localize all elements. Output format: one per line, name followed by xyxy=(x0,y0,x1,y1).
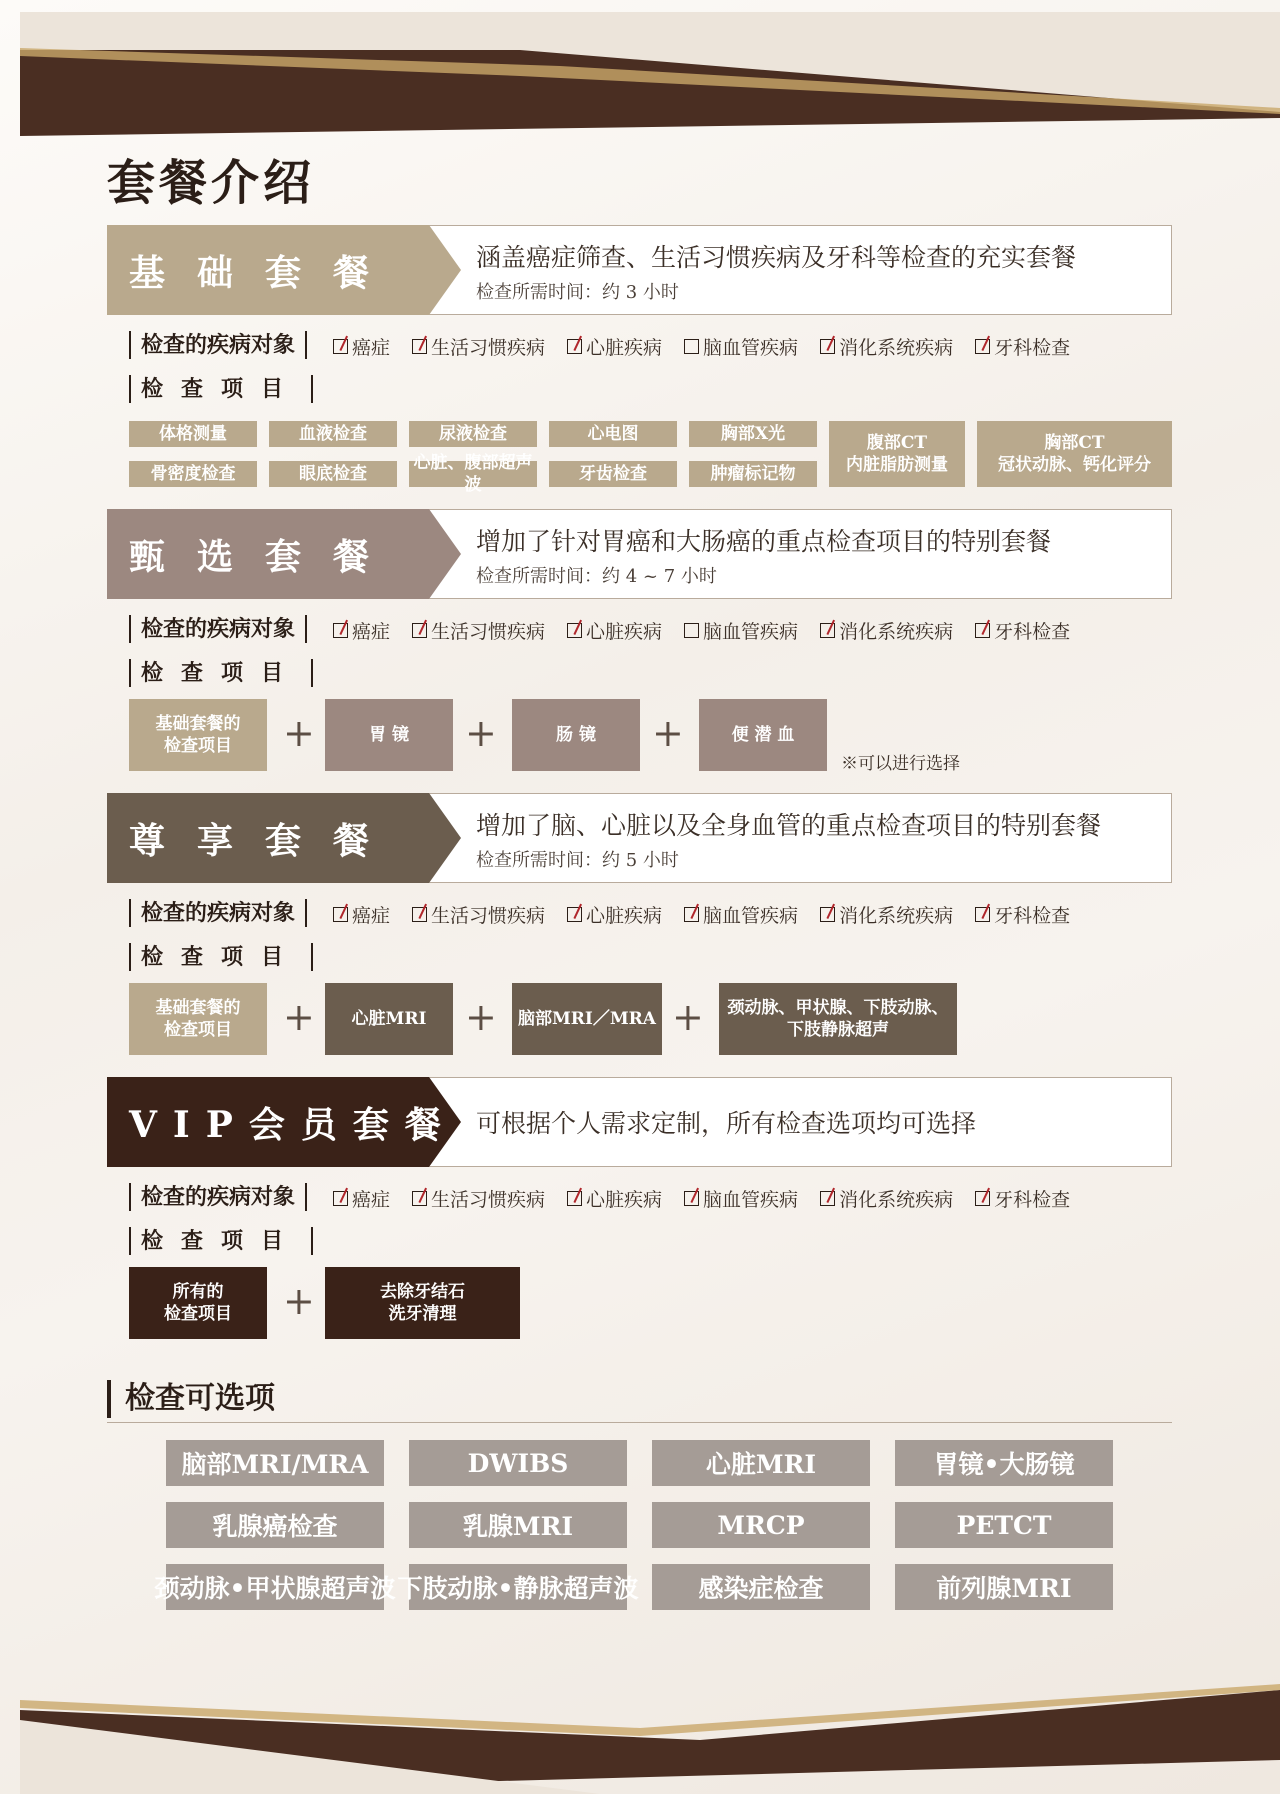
disease-item: 癌症 xyxy=(333,901,390,928)
disease-item: 牙科检查 xyxy=(975,901,1070,928)
empty-box-icon xyxy=(684,339,699,354)
disease-item: 生活习惯疾病 xyxy=(412,1185,545,1212)
plus-icon: + xyxy=(283,995,315,1039)
disease-list xyxy=(333,1185,1092,1212)
disease-row xyxy=(107,893,1172,933)
items-label-row xyxy=(107,937,1172,977)
disease-item: 消化系统疾病 xyxy=(820,1185,953,1212)
option-item: 感染症检查 xyxy=(652,1564,870,1610)
option-item: 下肢动脉•静脉超声波 xyxy=(409,1564,627,1610)
checked-box-icon xyxy=(975,1191,990,1206)
checked-box-icon xyxy=(412,339,427,354)
package-name: 尊享套餐 xyxy=(129,819,402,862)
empty-box-icon xyxy=(684,623,699,638)
diseases-label: 检查的疾病对象 xyxy=(129,899,307,927)
items-label-row xyxy=(107,653,1172,693)
package-section xyxy=(107,225,1172,497)
package-banner xyxy=(107,1077,1172,1167)
exam-item-chip: 颈动脉、甲状腺、下肢动脉、 下肢静脉超声 xyxy=(719,983,957,1055)
top-decoration xyxy=(0,0,1280,140)
exam-item-chip: 眼底检查 xyxy=(269,461,397,487)
disease-item: 牙科检查 xyxy=(975,333,1070,360)
exam-item-chip: 肠 镜 xyxy=(512,699,640,771)
package-banner xyxy=(107,793,1172,883)
checked-box-icon xyxy=(567,339,582,354)
disease-item: 脑血管疾病 xyxy=(684,617,798,644)
exam-item-chip: 胃 镜 xyxy=(325,699,453,771)
exam-item-chip: 血液检查 xyxy=(269,421,397,447)
diseases-label: 检查的疾病对象 xyxy=(129,615,307,643)
option-item: DWIBS xyxy=(409,1440,627,1486)
package-name: 基础套餐 xyxy=(129,251,402,294)
disease-item: 消化系统疾病 xyxy=(820,901,953,928)
items-label-row xyxy=(107,369,1172,409)
exam-item-chip: 腹部CT 内脏脂肪测量 xyxy=(829,421,965,487)
package-section xyxy=(107,793,1172,1059)
plus-icon: + xyxy=(465,711,497,755)
option-item: 心脏MRI xyxy=(652,1440,870,1486)
disease-item: 心脏疾病 xyxy=(567,617,662,644)
package-section xyxy=(107,1077,1172,1343)
checked-box-icon xyxy=(820,339,835,354)
disease-list xyxy=(333,333,1092,360)
exam-item-chip: 体格测量 xyxy=(129,421,257,447)
items-area xyxy=(107,415,1172,497)
checked-box-icon xyxy=(567,907,582,922)
disease-item: 癌症 xyxy=(333,617,390,644)
exam-item-chip: 胸部CT 冠状动脉、钙化评分 xyxy=(977,421,1172,487)
exam-item-chip: 胸部X光 xyxy=(689,421,817,447)
package-section xyxy=(107,509,1172,775)
checked-box-icon xyxy=(820,623,835,638)
exam-item-chip: 肿瘤标记物 xyxy=(689,461,817,487)
checked-box-icon xyxy=(684,1191,699,1206)
exam-item-chip: 心电图 xyxy=(549,421,677,447)
disease-item: 癌症 xyxy=(333,1185,390,1212)
disease-item: 脑血管疾病 xyxy=(684,1185,798,1212)
diseases-label: 检查的疾病对象 xyxy=(129,331,307,359)
package-description: 增加了针对胃癌和大肠癌的重点检查项目的特别套餐 xyxy=(476,527,1052,556)
package-duration: 检查所需时间：约 5 小时 xyxy=(476,850,679,871)
plus-icon: + xyxy=(283,711,315,755)
package-banner xyxy=(107,225,1172,315)
checked-box-icon xyxy=(412,907,427,922)
exam-item-chip: 牙齿检查 xyxy=(549,461,677,487)
option-item: 胃镜•大肠镜 xyxy=(895,1440,1113,1486)
disease-item: 生活习惯疾病 xyxy=(412,333,545,360)
package-name: VIP会员套餐 xyxy=(129,1103,457,1146)
exam-item-chip: 心脏、腹部超声波 xyxy=(409,461,537,487)
options-title: 检查可选项 xyxy=(107,1380,275,1418)
disease-item: 消化系统疾病 xyxy=(820,333,953,360)
items-label: 检查项目 xyxy=(129,943,313,971)
options-header xyxy=(107,1374,1172,1423)
disease-item: 生活习惯疾病 xyxy=(412,617,545,644)
disease-list xyxy=(333,617,1092,644)
package-duration: 检查所需时间：约 4 ~ 7 小时 xyxy=(476,566,717,587)
checked-box-icon xyxy=(333,1191,348,1206)
disease-item: 牙科检查 xyxy=(975,1185,1070,1212)
plus-icon: + xyxy=(652,711,684,755)
plus-icon: + xyxy=(283,1279,315,1323)
checked-box-icon xyxy=(567,623,582,638)
plus-icon: + xyxy=(465,995,497,1039)
exam-item-chip: 心脏MRI xyxy=(325,983,453,1055)
checked-box-icon xyxy=(684,907,699,922)
disease-list xyxy=(333,901,1092,928)
checked-box-icon xyxy=(567,1191,582,1206)
items-area xyxy=(107,1267,1172,1343)
disease-item: 心脏疾病 xyxy=(567,901,662,928)
option-item: PETCT xyxy=(895,1502,1113,1548)
disease-item: 心脏疾病 xyxy=(567,1185,662,1212)
checked-box-icon xyxy=(820,907,835,922)
items-area xyxy=(107,699,1172,775)
items-label: 检查项目 xyxy=(129,1227,313,1255)
exam-item-chip: 基础套餐的 检查项目 xyxy=(129,983,267,1055)
checked-box-icon xyxy=(412,623,427,638)
disease-item: 牙科检查 xyxy=(975,617,1070,644)
package-description: 增加了脑、心脏以及全身血管的重点检查项目的特别套餐 xyxy=(476,811,1102,840)
exam-item-chip: 便 潜 血 xyxy=(699,699,827,771)
option-item: 脑部MRI/MRA xyxy=(166,1440,384,1486)
disease-item: 消化系统疾病 xyxy=(820,617,953,644)
items-label: 检查项目 xyxy=(129,659,313,687)
option-item: 乳腺癌检查 xyxy=(166,1502,384,1548)
checked-box-icon xyxy=(820,1191,835,1206)
disease-item: 脑血管疾病 xyxy=(684,901,798,928)
disease-item: 癌症 xyxy=(333,333,390,360)
diseases-label: 检查的疾病对象 xyxy=(129,1183,307,1211)
checked-box-icon xyxy=(333,339,348,354)
disease-row xyxy=(107,325,1172,365)
disease-item: 心脏疾病 xyxy=(567,333,662,360)
checked-box-icon xyxy=(333,623,348,638)
disease-row xyxy=(107,609,1172,649)
exam-item-chip: 脑部MRI／MRA xyxy=(512,983,662,1055)
exam-item-chip: 骨密度检查 xyxy=(129,461,257,487)
option-item: 前列腺MRI xyxy=(895,1564,1113,1610)
page-title: 套餐介绍 xyxy=(107,155,316,211)
option-item: 乳腺MRI xyxy=(409,1502,627,1548)
plus-icon: + xyxy=(672,995,704,1039)
selection-note: ※可以进行选择 xyxy=(841,754,960,774)
option-item: 颈动脉•甲状腺超声波 xyxy=(166,1564,384,1610)
exam-item-chip: 尿液检查 xyxy=(409,421,537,447)
checked-box-icon xyxy=(412,1191,427,1206)
package-description: 涵盖癌症筛查、生活习惯疾病及牙科等检查的充实套餐 xyxy=(476,243,1077,272)
package-name: 甄选套餐 xyxy=(129,535,402,578)
exam-item-chip: 基础套餐的 检查项目 xyxy=(129,699,267,771)
disease-row xyxy=(107,1177,1172,1217)
checked-box-icon xyxy=(333,907,348,922)
exam-item-chip: 所有的 检查项目 xyxy=(129,1267,267,1339)
package-description: 可根据个人需求定制，所有检查选项均可选择 xyxy=(476,1109,977,1138)
checked-box-icon xyxy=(975,623,990,638)
checked-box-icon xyxy=(975,339,990,354)
package-duration: 检查所需时间：约 3 小时 xyxy=(476,282,679,303)
checked-box-icon xyxy=(975,907,990,922)
items-label: 检查项目 xyxy=(129,375,313,403)
disease-item: 生活习惯疾病 xyxy=(412,901,545,928)
disease-item: 脑血管疾病 xyxy=(684,333,798,360)
items-label-row xyxy=(107,1221,1172,1261)
items-area xyxy=(107,983,1172,1059)
package-banner xyxy=(107,509,1172,599)
option-item: MRCP xyxy=(652,1502,870,1548)
exam-item-chip: 去除牙结石 洗牙清理 xyxy=(325,1267,520,1339)
